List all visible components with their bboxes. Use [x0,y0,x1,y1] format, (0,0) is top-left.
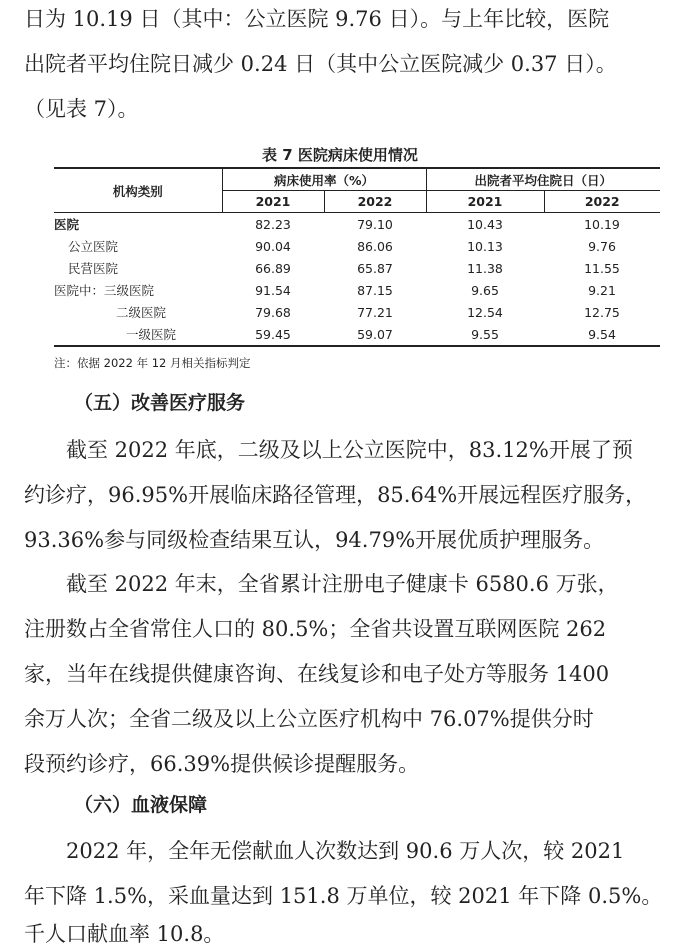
cell-value: 9.54 [544,323,660,346]
row-label: 民营医院 [68,261,119,276]
table-row [54,235,660,257]
header-year: 2021 [426,191,544,213]
paragraph-line: 年下降 1.5%，采血量达到 151.8 万单位，较 2021 年下降 0.5%。 [24,884,663,908]
cell-value: 11.55 [584,260,620,276]
table-note: 注：依据 2022 年 12 月相关指标判定 [54,356,251,370]
table-row [54,279,660,301]
table-row [54,323,660,346]
paragraph-line: 注册数占全省常住人口的 80.5%；全省共设置互联网医院 262 [24,617,607,641]
header-year: 2022 [544,191,660,213]
paragraph-line: 余万人次；全省二级及以上公立医疗机构中 76.07%提供分时 [24,707,594,731]
cell-value: 77.21 [357,304,393,320]
paragraph-line: 家，当年在线提供健康咨询、在线复诊和电子处方等服务 1400 [24,662,610,686]
cell-value: 79.68 [255,304,291,320]
header-bed-usage: 病床使用率（%） [222,168,426,191]
cell-value: 66.89 [255,260,291,276]
header-avg-stay: 出院者平均住院日（日） [426,168,660,191]
row-label: 公立医院 [68,239,119,254]
cell-value: 10.13 [467,238,503,254]
row-label: 医院中：三级医院 [54,283,155,298]
section-heading-5: （五）改善医疗服务 [74,392,246,414]
cell-value: 10.43 [467,216,503,232]
cell-value: 10.19 [584,216,620,232]
cell-value: 9.21 [588,282,616,298]
table-title: 表 7 医院病床使用情况 [262,146,418,164]
paragraph-line: 截至 2022 年底，二级及以上公立医院中，83.12%开展了预 [66,438,633,462]
header-year: 2021 [222,191,324,213]
section-heading-6: （六）血液保障 [74,794,208,816]
table-row [54,257,660,279]
paragraph-line: 约诊疗，96.95%开展临床路径管理，85.64%开展远程医疗服务， [24,483,647,507]
intro-line-2: 出院者平均住院日减少 0.24 日（其中公立医院减少 0.37 日）。 [24,52,617,76]
cell-value: 90.04 [255,238,291,254]
table-row [54,301,660,323]
intro-line-1: 日为 10.19 日（其中：公立医院 9.76 日）。与上年比较，医院 [24,7,610,31]
cell-value: 87.15 [357,282,393,298]
paragraph-line: 93.36%参与同级检查结果互认，94.79%开展优质护理服务。 [24,528,605,552]
row-label: 医院 [54,217,80,232]
cell-value: 9.76 [588,238,616,254]
cell-value: 82.23 [255,216,291,232]
cell-value: 9.55 [426,323,544,346]
intro-line-3: （见表 7）。 [24,97,139,121]
hospital-bed-table [54,167,660,347]
header-category: 机构类别 [54,168,222,213]
cell-value: 86.06 [357,238,393,254]
paragraph-line: 2022 年，全年无偿献血人次数达到 90.6 万人次，较 2021 [66,839,625,863]
table-row [54,213,660,236]
cell-value: 79.10 [357,216,393,232]
cell-value: 65.87 [357,260,393,276]
cell-value: 12.75 [584,304,620,320]
paragraph-line: 截至 2022 年末，全省累计注册电子健康卡 6580.6 万张， [66,572,619,596]
cell-value: 11.38 [467,260,503,276]
cell-value: 59.07 [324,323,426,346]
cell-value: 59.45 [222,323,324,346]
paragraph-line: 段预约诊疗，66.39%提供候诊提醒服务。 [24,752,420,776]
header-year: 2022 [324,191,426,213]
cell-value: 12.54 [467,304,503,320]
row-label: 一级医院 [126,327,177,342]
cell-value: 91.54 [255,282,291,298]
cell-value: 9.65 [471,282,499,298]
row-label: 二级医院 [116,305,167,320]
paragraph-line: 千人口献血率 10.8。 [24,922,225,946]
